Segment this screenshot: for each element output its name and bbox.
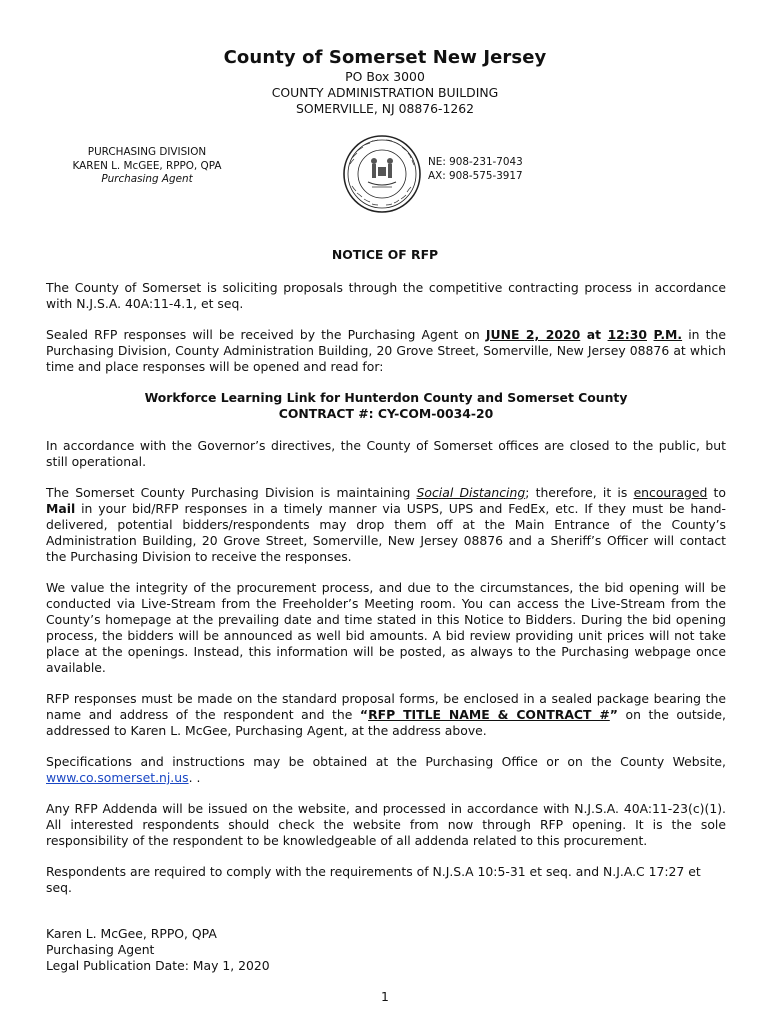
notice-title: NOTICE OF RFP	[331, 247, 439, 262]
social-distancing-text: Social Distancing	[416, 485, 526, 500]
division-name: PURCHASING DIVISION	[87, 146, 207, 158]
paragraph-deadline	[46, 327, 726, 375]
page-number: 1	[381, 989, 389, 1004]
paragraph-livestream: We value the integrity of the procurement process, and due to the circumstances, the bid opening will be conducted via Live-Stream from the Freeholder’s Meeting room. You can access the Live-Stream from the County’s homepage at the prevailing date and time stated in this Notice to Bidders. During the bid opening process, the bidders will be announced as well bid amounts. A bid review providing unit prices will not take place at the openings. Instead, this information will be posted, as always to the Purchasing webpage once available.	[46, 580, 726, 675]
publication-date: Legal Publication Date: May 1, 2020	[46, 958, 270, 973]
phone-number: NE: 908-231-7043	[428, 156, 523, 168]
sd-text-to: to	[707, 485, 726, 500]
specs-text-post: . .	[188, 770, 201, 785]
city-address: SOMERVILLE, NJ 08876-1262	[296, 101, 474, 116]
due-date: JUNE 2, 2020	[485, 327, 581, 342]
division-role: Purchasing Agent	[101, 173, 193, 185]
deadline-text: Sealed RFP responses will be received by the Purchasing Agent on	[46, 327, 486, 342]
deadline-location: in the Purchasing Division, County Administration Building, 20 Grove Street, Somerville, New Jersey 08876 at which time and place responses will be opened and read for:	[46, 327, 726, 374]
paragraph-closure: In accordance with the Governor’s directives, the County of Somerset offices are closed to the public, but still operational.	[46, 438, 726, 469]
sd-text-pre: The Somerset County Purchasing Division is maintaining	[46, 485, 417, 500]
purchasing-division-block	[52, 146, 242, 187]
contract-number: CONTRACT #: CY-COM-0034-20	[278, 406, 494, 421]
specs-text-pre: Specifications and instructions may be obtained at the Purchasing Office or on the County Website,	[46, 754, 726, 769]
signature-name: Karen L. McGee, RPPO, QPA	[46, 926, 217, 941]
project-title: Workforce Learning Link for Hunterdon County and Somerset County	[144, 390, 628, 405]
open-quote: “	[359, 707, 369, 722]
county-seal-icon	[342, 134, 422, 214]
paragraph-social-distancing	[46, 485, 726, 565]
due-time: 12:30	[607, 327, 648, 342]
signature-title: Purchasing Agent	[46, 942, 155, 957]
county-title: County of Somerset New Jersey	[223, 47, 547, 68]
project-title-block	[46, 390, 726, 422]
signature-block	[46, 926, 726, 974]
paragraph-intro: The County of Somerset is soliciting proposals through the competitive contracting process in accordance with N.J.S.A. 40A:11-4.1, et seq.	[46, 280, 726, 311]
paragraph-compliance: Respondents are required to comply with the requirements of N.J.S.A 10:5-31 et seq. and N.J.A.C 17:27 et seq.	[46, 864, 701, 895]
forms-text-post: on the outside, addressed to Karen L. McGee, Purchasing Agent, at the address above.	[46, 707, 726, 738]
sd-text-mid: ; therefore, it is	[525, 485, 634, 500]
forms-text-pre: RFP responses must be made on the standard proposal forms, be enclosed in a sealed package bearing the name and address of the respondent and the	[46, 691, 726, 722]
mail-text: Mail	[46, 501, 76, 516]
sd-text-post: in your bid/RFP responses in a timely manner via USPS, UPS and FedEx, etc. If they must be hand-delivered, potential bidders/respondents may drop them off at the Main Entrance of the County’s Administration Building, 20 Grove Street, Somerville, New Jersey 08876 and a Sheriff’s Officer will contact the Purchasing Division to receive the responses.	[46, 501, 726, 564]
county-website-link[interactable]: www.co.somerset.nj.us	[46, 770, 189, 785]
po-box: PO Box 3000	[345, 69, 425, 84]
paragraph-specifications	[46, 754, 726, 786]
deadline-at: at	[580, 327, 608, 342]
rfp-title-label: RFP TITLE NAME & CONTRACT #	[368, 707, 610, 722]
paragraph-addenda: Any RFP Addenda will be issued on the website, and processed in accordance with N.J.S.A. 40A:11-23(c)(1). All interested respondents should check the website from now through RFP opening. It is the sole responsibility of the respondent to be knowledgeable of all addenda related to this procurement.	[46, 801, 726, 848]
paragraph-proposal-forms	[46, 691, 726, 739]
notice-body	[46, 280, 726, 974]
building-name: COUNTY ADMINISTRATION BUILDING	[271, 85, 499, 100]
fax-number: AX: 908-575-3917	[428, 169, 523, 182]
division-person: KAREN L. McGEE, RPPO, QPA	[72, 159, 222, 172]
contact-block	[428, 156, 523, 183]
due-pm: P.M.	[653, 327, 683, 342]
close-quote: ”	[609, 707, 618, 722]
encouraged-text: encouraged	[633, 485, 708, 500]
